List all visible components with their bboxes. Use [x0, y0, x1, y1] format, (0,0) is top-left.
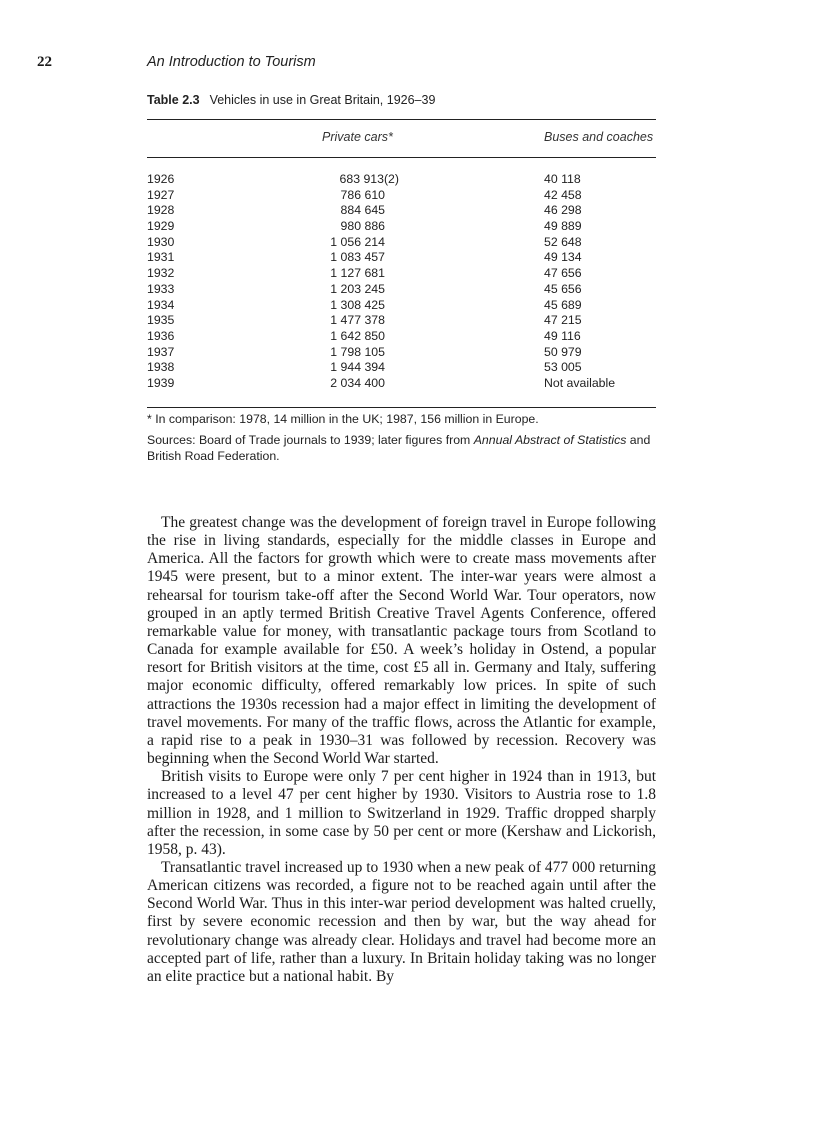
table-row [147, 376, 656, 392]
column-header-buses-coaches: Buses and coaches [544, 130, 654, 144]
year-cell: 1931 [147, 250, 175, 265]
cars-cell: 884 645 [340, 203, 385, 218]
year-cell: 1938 [147, 360, 175, 375]
table-row [147, 282, 656, 298]
cars-cell: 786 610 [340, 187, 385, 202]
cars-cell: 1 056 214 [330, 234, 385, 249]
buses-cell: 42 458 [544, 187, 582, 202]
buses-cell: 45 689 [544, 297, 582, 312]
table-caption [147, 93, 435, 107]
buses-cell: Not available [544, 375, 616, 390]
table-row [147, 329, 656, 345]
buses-cell: 53 005 [544, 360, 582, 375]
buses-cell: 45 656 [544, 281, 582, 296]
table-title: Vehicles in use in Great Britain, 1926–39 [209, 93, 436, 107]
table-row [147, 203, 656, 219]
table-row [147, 313, 656, 329]
cars-cell: 1 944 394 [330, 360, 385, 375]
table-row [147, 235, 656, 251]
buses-cell: 49 889 [544, 219, 582, 234]
cars-cell: 980 886 [340, 219, 385, 234]
buses-cell: 49 116 [544, 328, 581, 343]
cars-cell: 1 203 245 [330, 281, 385, 296]
year-cell: 1926 [147, 172, 175, 186]
cars-cell: 2 034 400 [330, 375, 385, 390]
buses-cell: 47 656 [544, 266, 582, 281]
cars-cell: 1 642 850 [330, 328, 385, 343]
buses-cell: 52 648 [544, 234, 582, 249]
year-cell: 1927 [147, 187, 175, 202]
buses-cell: 40 118 [544, 172, 581, 186]
table-row [147, 188, 656, 204]
buses-cell: 49 134 [544, 250, 582, 265]
year-cell: 1929 [147, 219, 175, 234]
paragraph: The greatest change was the development of foreign travel in Europe following the rise in living standards, especially for the middle classes in Europe and America. All the factors for growth which were to create mass movements after 1945 were present, but to a minor extent. The inter-war years were almost a rehearsal for tourism take-off after the Second World War. Tour operators, now grouped in an aptly termed British Creative Travel Agents Conference, offered remarkable value for money, with transatlantic package tours from Scotland to Canada for example available for £50. A week’s holiday in Ostend, a popular resort for British visitors at the time, cost £5 all in. Germany and Italy, suffering major economic difficulty, offered remarkably low prices. In spite of such attractions the 1930s recession had a major effect in limiting the development of travel movements. For many of the traffic flows, across the Atlantic for example, a rapid rise to a peak in 1930–31 was followed by recession. Recovery was beginning when the Second World War started. [147, 514, 656, 768]
table-header-rule [147, 157, 656, 158]
table-top-rule [147, 119, 656, 120]
table-body [147, 172, 656, 392]
year-cell: 1939 [147, 375, 175, 390]
year-cell: 1928 [147, 203, 175, 218]
buses-cell: 50 979 [544, 344, 582, 359]
cars-cell: 1 477 378 [330, 313, 385, 328]
year-cell: 1933 [147, 281, 175, 296]
buses-cell: 46 298 [544, 203, 582, 218]
table-row [147, 266, 656, 282]
sources-suffix: and British Road Federation. [147, 433, 651, 463]
running-head: An Introduction to Tourism [147, 54, 316, 70]
cars-cell: 683 913(2) [339, 172, 399, 186]
year-cell: 1934 [147, 297, 175, 312]
table-row [147, 219, 656, 235]
column-header-private-cars: Private cars* [322, 130, 393, 144]
table-row [147, 250, 656, 266]
table-footnote: * In comparison: 1978, 14 million in the UK; 1987, 156 million in Europe. [147, 412, 539, 426]
cars-cell: 1 083 457 [330, 250, 385, 265]
table-row [147, 360, 656, 376]
cars-cell: 1 127 681 [330, 266, 385, 281]
year-cell: 1932 [147, 266, 175, 281]
table-sources [147, 433, 656, 465]
page-number: 22 [37, 54, 52, 70]
body-text [147, 514, 656, 986]
year-cell: 1936 [147, 328, 175, 343]
sources-prefix: Sources: Board of Trade journals to 1939; later figures from [147, 433, 474, 447]
cars-cell: 1 308 425 [330, 297, 385, 312]
table-bottom-rule [147, 407, 656, 408]
buses-cell: 47 215 [544, 313, 582, 328]
year-cell: 1935 [147, 313, 175, 328]
paragraph: Transatlantic travel increased up to 1930 when a new peak of 477 000 returning American citizens was recorded, a figure not to be reached again until after the Second World War. Thus in this inter-war period development was halted cruelly, first by severe economic recession and then by war, but the way ahead for revolutionary change was already clear. Holidays and travel had become more an accepted part of life, rather than a luxury. In Britain holiday taking was no longer an elite practice but a national habit. By [147, 858, 656, 985]
table-row [147, 345, 656, 361]
year-cell: 1937 [147, 344, 175, 359]
year-cell: 1930 [147, 234, 175, 249]
table-label: Table 2.3 [147, 93, 200, 107]
paragraph: British visits to Europe were only 7 per cent higher in 1924 than in 1913, but increased to a level 47 per cent higher by 1930. Visitors to Austria rose to 1.8 million in 1928, and 1 million to Switzerland in 1929. Traffic dropped sharply after the recession, in some case by 50 per cent or more (Kershaw and Lickorish, 1958, p. 43). [147, 768, 656, 858]
table-row [147, 172, 656, 188]
table-row [147, 298, 656, 314]
cars-cell: 1 798 105 [330, 344, 385, 359]
sources-publication-title: Annual Abstract of Statistics [473, 433, 627, 447]
